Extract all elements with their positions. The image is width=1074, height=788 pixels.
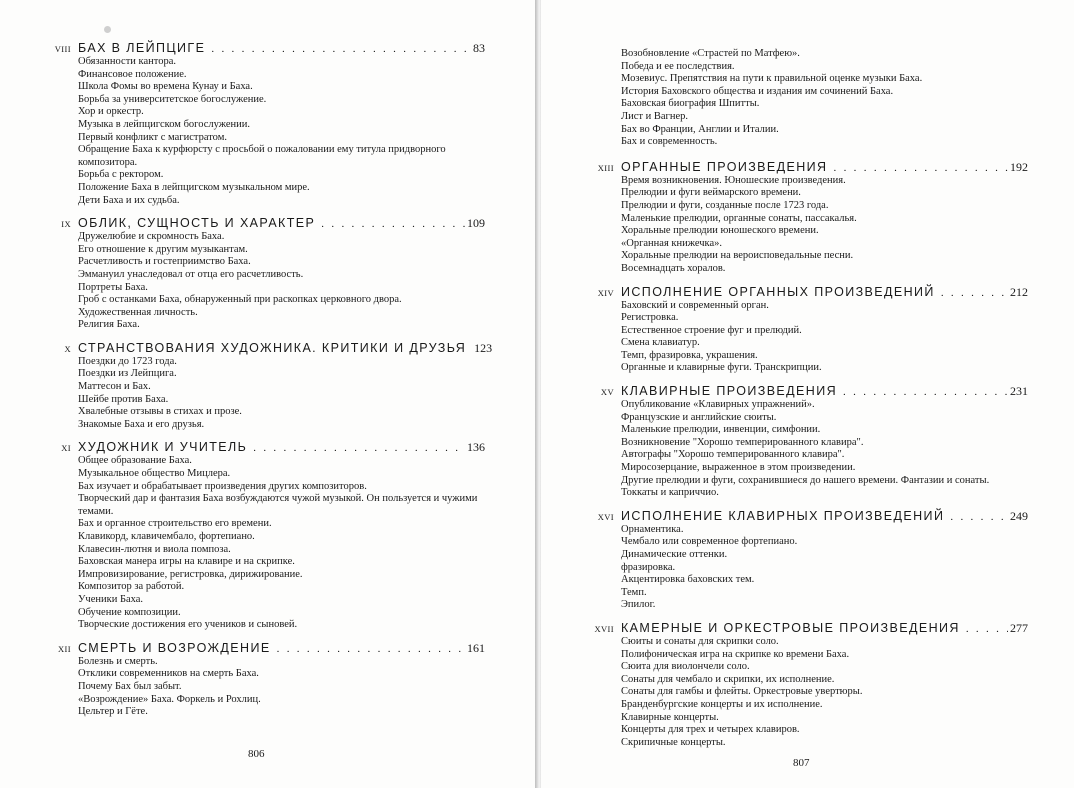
chapter-items (581, 175, 1028, 276)
chapter-roman-numeral: XVII (594, 623, 614, 634)
toc-item: Органные и клавирные фуги. Транскрипции. (621, 362, 822, 374)
dot-leader (966, 621, 1008, 637)
chapter-roman-numeral: XVI (597, 511, 614, 522)
dot-leader (950, 509, 1008, 525)
toc-item: Хвалебные отзывы в стихах и прозе. (78, 406, 242, 418)
chapter-title: СМЕРТЬ И ВОЗРОЖДЕНИЕ (78, 640, 271, 655)
chapter-heading (581, 508, 1028, 524)
chapter-title: ХУДОЖНИК И УЧИТЕЛЬ (78, 440, 248, 455)
toc-item: Клавесин-лютня и виола помпоза. (78, 543, 231, 555)
chapter-heading (38, 340, 493, 356)
toc-chapter (38, 215, 485, 332)
toc-item: Мозевиус. Препятствия на пути к правильной оценке музыки Баха. (621, 73, 923, 85)
chapter-roman-numeral: XV (600, 387, 614, 398)
chapter-title: БАХ В ЛЕЙПЦИГЕ (78, 41, 206, 55)
chapter-heading (581, 620, 1028, 636)
toc-item: Общее образование Баха. (78, 455, 192, 467)
toc-item: Темп, фразировка, украшения. (621, 349, 758, 361)
toc-item: Первый конфликт с магистратом. (78, 131, 227, 143)
toc-item: Бах во Франции, Англии и Италии. (621, 123, 779, 135)
toc-item: Французские и английские сюиты. (621, 411, 777, 423)
chapter-title: ИСПОЛНЕНИЕ КЛАВИРНЫХ ПРОИЗВЕДЕНИЙ (621, 508, 945, 523)
toc-item: Бах изучает и обрабатывает произведения других композиторов. (78, 480, 367, 492)
chapter-heading (581, 383, 1028, 399)
continuation-list (581, 48, 1028, 149)
toc-item: Композитор за работой. (78, 581, 185, 593)
toc-chapter (38, 40, 485, 207)
toc-item: Сонаты для гамбы и флейты. Оркестровые увертюры. (621, 686, 863, 698)
page-number-right: 807 (793, 757, 810, 769)
chapter-roman-numeral: XIII (597, 162, 614, 173)
chapter-items (38, 56, 485, 207)
chapter-heading (38, 640, 485, 656)
left-page (0, 0, 535, 788)
chapter-page-number: 136 (467, 440, 485, 455)
toc-item: Хоральные прелюдии на вероисповедальные песни. (621, 250, 854, 262)
chapter-items (581, 636, 1028, 749)
toc-item: Сюиты и сонаты для скрипки соло. (621, 635, 779, 647)
toc-item: Темп. (621, 586, 647, 598)
toc-item: Миросозерцание, выраженное в этом произведении. (621, 462, 856, 474)
toc-item: Полифоническая игра на скрипке ко времени Баха. (621, 648, 850, 660)
chapter-page-number: 123 (474, 340, 493, 355)
toc-item: Клавирные концерты. (621, 711, 719, 723)
chapter-roman-numeral: VIII (54, 44, 71, 54)
toc-item: Лист и Вагнер. (621, 110, 688, 122)
toc-item: Творческие достижения его учеников и сыновей. (78, 619, 298, 631)
dot-leader (321, 216, 465, 232)
toc-item: Время возникновения. Юношеские произведения. (621, 174, 846, 186)
toc-item: Творческий дар и фантазия Баха возбуждаются чужой музыкой. Он пользуется и чужими темами. (78, 493, 478, 517)
chapter-roman-numeral: XII (58, 643, 71, 654)
chapter-heading (38, 40, 485, 56)
chapter-items (581, 300, 1028, 376)
toc-item: Борьба с ректором. (78, 169, 164, 181)
toc-item: Эммануил унаследовал от отца его расчетливость. (78, 268, 304, 280)
toc-chapter (38, 640, 485, 719)
toc-item: Музыкальное общество Мицлера. (78, 468, 231, 480)
toc-item: Хоральные прелюдии юношеского времени. (621, 225, 819, 237)
chapter-items (38, 356, 485, 432)
toc-item: Бах и органное строительство его времени. (78, 518, 272, 530)
toc-item: Обязанности кантора. (78, 56, 177, 67)
chapter-roman-numeral: XI (61, 443, 71, 454)
toc-item: Чембало или современное фортепиано. (621, 536, 798, 548)
toc-item: Динамические оттенки. (621, 549, 728, 560)
chapter-items (38, 455, 485, 631)
toc-item: Опубликование «Клавирных упражнений». (621, 399, 815, 411)
toc-item: Импровизирование, регистровка, дирижирование. (78, 568, 303, 580)
left-toc (38, 40, 493, 727)
dot-leader (843, 384, 1008, 400)
chapter-items (38, 656, 485, 719)
chapter-heading (38, 439, 485, 455)
toc-item: Бранденбургские концерты и их исполнение. (621, 698, 823, 710)
toc-item: Сюита для виолончели соло. (621, 661, 750, 673)
toc-item: «Органная книжечка». (621, 237, 723, 249)
toc-item: Художественная личность. (78, 306, 198, 318)
chapter-page-number: 83 (473, 41, 485, 55)
toc-item: Музыка в лейпцигском богослужении. (78, 118, 250, 130)
toc-item: Восемнадцать хоралов. (621, 262, 726, 274)
chapter-page-number: 192 (1010, 159, 1028, 174)
dot-leader (211, 41, 471, 57)
toc-item: Сонаты для чембало и скрипки, их исполнение. (621, 673, 835, 685)
toc-item: Дети Баха и их судьба. (78, 194, 180, 206)
chapter-page-number: 231 (1010, 384, 1028, 399)
chapter-page-number: 109 (467, 216, 485, 231)
toc-item: Почему Бах был забыт. (78, 680, 182, 692)
toc-item: Портреты Баха. (78, 281, 148, 293)
toc-item: Положение Баха в лейпцигском музыкальном мире. (78, 181, 310, 193)
toc-item: Баховская биография Шпитты. (621, 98, 760, 110)
toc-chapter (581, 159, 1028, 276)
chapter-title: КЛАВИРНЫЕ ПРОИЗВЕДЕНИЯ (621, 384, 838, 399)
toc-item: Эпилог. (621, 599, 656, 611)
toc-item: Гроб с останками Баха, обнаруженный при раскопках церковного двора. (78, 294, 402, 306)
dot-leader (941, 285, 1008, 301)
toc-item: Школа Фомы во времена Кунау и Баха. (78, 81, 253, 93)
dot-leader (833, 160, 1008, 176)
chapter-roman-numeral: IX (61, 219, 71, 230)
chapter-page-number: 277 (1010, 620, 1028, 635)
chapter-title: ОБЛИК, СУЩНОСТЬ И ХАРАКТЕР (78, 216, 316, 231)
right-toc (581, 48, 1028, 757)
toc-item: Маттесон и Бах. (78, 381, 151, 393)
toc-item: Знакомые Баха и его друзья. (78, 418, 205, 430)
toc-item: Хор и оркестр. (78, 106, 144, 118)
chapter-title: СТРАНСТВОВАНИЯ ХУДОЖНИКА. КРИТИКИ И ДРУЗЬЯ (78, 340, 467, 355)
toc-chapter (581, 508, 1028, 612)
chapter-roman-numeral: XIV (597, 287, 614, 298)
toc-item: Акцентировка баховских тем. (621, 574, 755, 586)
toc-item: Автографы "Хорошо темперированного клавира". (621, 449, 845, 461)
chapter-items (581, 524, 1028, 612)
chapter-title: КАМЕРНЫЕ И ОРКЕСТРОВЫЕ ПРОИЗВЕДЕНИЯ (621, 620, 960, 635)
toc-chapter (581, 383, 1028, 500)
dot-leader (253, 440, 465, 456)
toc-item: Финансовое положение. (78, 68, 187, 80)
chapter-roman-numeral: X (64, 343, 71, 354)
toc-item: Расчетливость и гостеприимство Баха. (78, 256, 251, 268)
toc-item: фразировка. (621, 561, 676, 573)
chapter-page-number: 249 (1010, 508, 1028, 523)
toc-item: Возникновение "Хорошо темперированного клавира". (621, 436, 864, 448)
paper-stain (104, 26, 111, 33)
chapter-items (38, 231, 485, 332)
chapter-page-number: 161 (467, 640, 485, 655)
toc-chapter (581, 620, 1028, 749)
toc-item: Другие прелюдии и фуги, сохранившиеся до нашего времени. Фантазии и сонаты. (621, 474, 990, 486)
toc-item: Баховский и современный орган. (621, 299, 769, 311)
page-number-left: 806 (248, 748, 265, 760)
toc-item: Обращение Баха к курфюрсту с просьбой о пожаловании ему титула придворного композитора. (78, 144, 446, 168)
toc-item: Отклики современников на смерть Баха. (78, 668, 259, 680)
toc-item: Концерты для трех и четырех клавиров. (621, 724, 800, 736)
toc-item: История Баховского общества и издания им сочинений Баха. (621, 85, 894, 97)
chapter-title: ОРГАННЫЕ ПРОИЗВЕДЕНИЯ (621, 159, 828, 174)
toc-item: Дружелюбие и скромность Баха. (78, 231, 225, 243)
toc-chapter (581, 284, 1028, 376)
chapter-heading (581, 159, 1028, 175)
toc-item: Прелюдии и фуги веймарского времени. (621, 187, 801, 199)
toc-item: Поездки до 1723 года. (78, 355, 177, 367)
toc-item: «Возрождение» Баха. Форкель и Рохлиц. (78, 693, 261, 705)
chapter-items (581, 399, 1028, 500)
toc-item: Обучение композиции. (78, 606, 181, 618)
toc-item: Регистровка. (621, 312, 679, 324)
toc-item: Шейбе против Баха. (78, 393, 169, 405)
toc-item: Болезнь и смерть. (78, 655, 158, 667)
right-page (541, 0, 1074, 788)
chapter-heading (581, 284, 1028, 300)
toc-item: Токкаты и каприччио. (621, 487, 719, 499)
toc-item: Естественное строение фуг и прелюдий. (621, 324, 802, 336)
toc-item: Маленькие прелюдии, органные сонаты, пассакалья. (621, 212, 857, 224)
toc-chapter (38, 340, 493, 432)
toc-item: Ученики Баха. (78, 593, 144, 605)
toc-item: Смена клавиатур. (621, 337, 700, 349)
chapter-heading (38, 215, 485, 231)
toc-item: Прелюдии и фуги, созданные после 1723 года. (621, 199, 829, 211)
dot-leader (277, 641, 465, 657)
toc-item: Его отношение к другим музыкантам. (78, 243, 248, 255)
toc-item: Религия Баха. (78, 319, 140, 331)
toc-item: Победа и ее последствия. (621, 60, 735, 72)
toc-item: Борьба за университетское богослужение. (78, 93, 267, 105)
chapter-title: ИСПОЛНЕНИЕ ОРГАННЫХ ПРОИЗВЕДЕНИЙ (621, 284, 935, 299)
toc-item: Скрипичные концерты. (621, 736, 726, 748)
toc-item: Цельтер и Гёте. (78, 706, 148, 718)
toc-item: Возобновление «Страстей по Матфею». (621, 48, 800, 59)
toc-item: Орнаментика. (621, 523, 684, 535)
chapter-page-number: 212 (1010, 284, 1028, 299)
toc-item: Клавикорд, клавичембало, фортепиано. (78, 531, 255, 542)
toc-item: Поездки из Лейпцига. (78, 368, 177, 380)
toc-chapter (38, 439, 485, 631)
toc-item: Бах и современность. (621, 136, 718, 148)
toc-item: Маленькие прелюдии, инвенции, симфонии. (621, 424, 821, 436)
toc-item: Баховская манера игры на клавире и на скрипке. (78, 556, 295, 568)
